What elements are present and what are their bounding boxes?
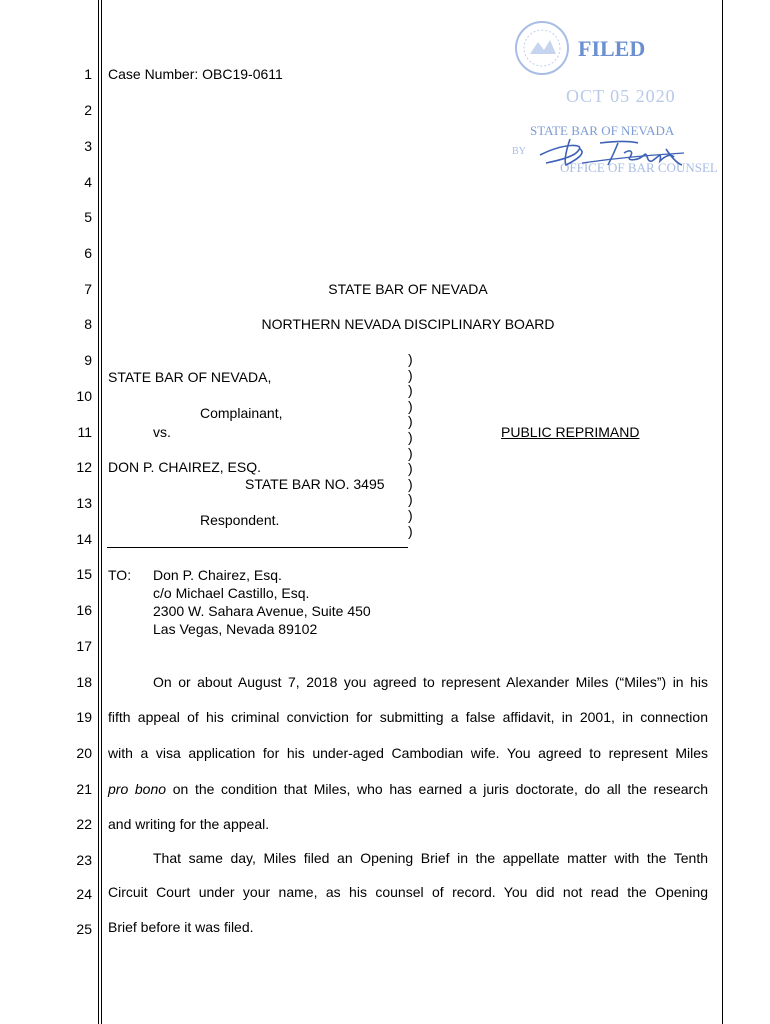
line-number: 8 — [84, 316, 92, 332]
caption-defendant-role: Respondent. — [200, 512, 280, 528]
line-number: 4 — [84, 174, 92, 190]
line-number: 12 — [76, 459, 92, 475]
line-number: 19 — [76, 709, 92, 725]
line-number: 11 — [77, 424, 92, 440]
pro-bono-italic: pro bono — [108, 781, 167, 797]
body-line-18: On or about August 7, 2018 you agreed to represent Alexander Miles (“Miles”) in his — [153, 674, 708, 690]
line-number: 21 — [76, 781, 92, 797]
line-number: 14 — [76, 531, 92, 547]
signature — [534, 133, 690, 173]
body-line-25: Brief before it was filed. — [108, 919, 254, 935]
line-number: 17 — [76, 638, 92, 654]
heading-state-bar: STATE BAR OF NEVADA — [328, 281, 488, 297]
caption-plaintiff-role: Complainant, — [200, 405, 283, 421]
state-seal-icon — [512, 18, 572, 78]
stamp-by: BY — [512, 146, 526, 157]
body-line-19: fifth appeal of his criminal conviction for submitting a false affidavit, in 2001, in connection — [108, 709, 708, 725]
line-number: 20 — [76, 745, 92, 761]
line-number: 23 — [76, 852, 92, 868]
body-line-23: That same day, Miles filed an Opening Brief in the appellate matter with the Tenth — [153, 850, 708, 866]
left-margin-rule-2 — [101, 0, 102, 1024]
left-margin-rule-1 — [98, 0, 99, 1024]
case-number: Case Number: OBC19-0611 — [108, 66, 283, 82]
body-line-21 — [108, 781, 708, 797]
caption-parentheses: ) ) ) ) ) ) ) ) ) ) ) ) — [408, 351, 413, 539]
line-number: 7 — [84, 281, 92, 297]
line-number: 25 — [76, 921, 92, 937]
address-care-of: c/o Michael Castillo, Esq. — [153, 585, 310, 601]
line-number: 24 — [76, 886, 92, 902]
stamp-office: OFFICE OF BAR COUNSEL — [560, 160, 718, 175]
line-number: 1 — [84, 66, 92, 82]
body-line-24: Circuit Court under your name, as his counsel of record. You did not read the Opening — [108, 884, 708, 900]
line-number: 5 — [84, 209, 92, 225]
address-to-label: TO: — [108, 567, 132, 583]
line-number: 22 — [76, 816, 92, 832]
line-number: 2 — [84, 102, 92, 118]
right-margin-rule — [722, 0, 723, 1024]
body-line-21-rest: on the condition that Miles, who has earned a juris doctorate, do all the research — [166, 781, 708, 797]
line-number: 15 — [76, 566, 92, 582]
body-line-22: and writing for the appeal. — [108, 816, 270, 832]
stamp-date: OCT 05 2020 — [566, 86, 676, 106]
address-city: Las Vegas, Nevada 89102 — [153, 621, 318, 637]
document-title: PUBLIC REPRIMAND — [501, 424, 640, 440]
line-number: 18 — [76, 674, 92, 690]
stamp-org: STATE BAR OF NEVADA — [530, 123, 675, 138]
line-number: 16 — [76, 602, 92, 618]
line-number: 6 — [84, 245, 92, 261]
address-street: 2300 W. Sahara Avenue, Suite 450 — [153, 603, 371, 619]
address-name: Don P. Chairez, Esq. — [153, 567, 282, 583]
heading-board: NORTHERN NEVADA DISCIPLINARY BOARD — [261, 316, 555, 332]
caption-plaintiff: STATE BAR OF NEVADA, — [108, 369, 272, 385]
caption-underline — [107, 547, 408, 548]
caption-versus: vs. — [153, 424, 171, 440]
line-number: 9 — [84, 352, 92, 368]
caption-defendant: DON P. CHAIREZ, ESQ. — [108, 459, 261, 475]
stamp-filed: FILED — [578, 36, 646, 61]
caption-bar-number: STATE BAR NO. 3495 — [245, 476, 385, 492]
body-line-20: with a visa application for his under-aged Cambodian wife. You agreed to represent Miles — [108, 745, 708, 761]
line-number: 10 — [76, 388, 92, 404]
line-number: 3 — [84, 138, 92, 154]
line-number: 13 — [76, 495, 92, 511]
